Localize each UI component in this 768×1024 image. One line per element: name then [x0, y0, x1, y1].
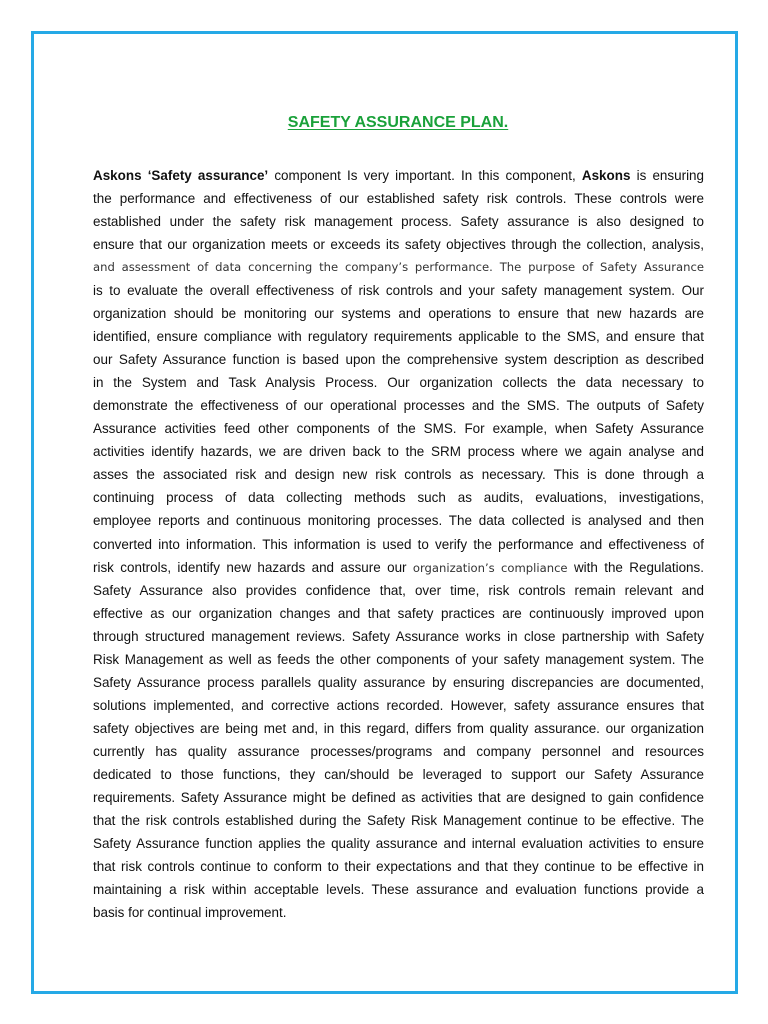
- text-line: is to evaluate the overall effectiveness of risk controls and your safety management system. Our: [93, 283, 704, 299]
- text-line: that the risk controls established during the Safety Risk Management continue to be effective. The: [93, 812, 704, 828]
- body-text: [93, 164, 704, 924]
- text-line: safety objectives are being met and, in this regard, differs from quality assurance. our organization: [93, 720, 704, 736]
- text-line: asses the associated risk and design new risk controls as necessary. This is done through a: [93, 467, 704, 483]
- text-line: Safety Assurance also provides confidence that, over time, risk controls remain relevant and: [93, 582, 704, 598]
- text-run: component Is very important. In this component,: [268, 168, 582, 183]
- text-line: ensure that our organization meets or exceeds its safety objectives through the collection, analysis,: [93, 237, 704, 253]
- text-line: through structured management reviews. Safety Assurance works in close partnership with Safety: [93, 628, 704, 644]
- text-line: effective as our organization changes and that safety practices are continuously improved upon: [93, 605, 704, 621]
- text-line: activities identify hazards, we are driven back to the SRM process where we again analyse and: [93, 444, 704, 460]
- text-line: employee reports and continuous monitoring processes. The data collected is analysed and then: [93, 513, 704, 529]
- text-line: converted into information. This information is used to verify the performance and effectiveness of: [93, 536, 704, 552]
- text-line: organization should be monitoring our systems and operations to ensure that new hazards are: [93, 306, 704, 322]
- text-line: in the System and Task Analysis Process. Our organization collects the data necessary to: [93, 375, 704, 391]
- text-line: and assessment of data concerning the company’s performance. The purpose of Safety Assurance: [93, 260, 704, 275]
- text-line: Assurance activities feed other components of the SMS. For example, when Safety Assurance: [93, 421, 704, 437]
- text-line: [93, 164, 704, 187]
- text-line: maintaining a risk within acceptable levels. These assurance and evaluation functions provide a: [93, 881, 704, 897]
- text-line: identified, ensure compliance with regulatory requirements applicable to the SMS, and ensure that: [93, 329, 704, 345]
- text-line: dedicated to those functions, they can/should be leveraged to support our Safety Assurance: [93, 766, 704, 782]
- text-line-1-mixed: [93, 168, 704, 183]
- text-line: currently has quality assurance processes/programs and company personnel and resources: [93, 743, 704, 759]
- document-title: SAFETY ASSURANCE PLAN.: [287, 114, 509, 131]
- text-run-small: organization’s compliance: [412, 560, 568, 575]
- text-line: basis for continual improvement.: [93, 905, 287, 920]
- text-line: solutions implemented, and corrective actions recorded. However, safety assurance ensures that: [93, 697, 704, 713]
- text-line: established under the safety risk management process. Safety assurance is also designed to: [93, 214, 704, 230]
- text-line: Safety Assurance process parallels quality assurance by ensuring discrepancies are documented,: [93, 674, 704, 690]
- text-line: [93, 556, 704, 579]
- text-line: demonstrate the effectiveness of our operational processes and the SMS. The outputs of Safety: [93, 398, 704, 414]
- text-run: with the Regulations.: [567, 559, 704, 575]
- text-line: continuing process of data collecting methods such as audits, evaluations, investigations,: [93, 490, 704, 506]
- text-line: Safety Assurance function applies the quality assurance and internal evaluation activities to ensure: [93, 835, 704, 851]
- text-line: Risk Management as well as feeds the other components of your safety management system. The: [93, 651, 704, 667]
- bold-run: Askons ‘Safety assurance’: [93, 168, 269, 183]
- text-run: risk controls, identify new hazards and assure our: [93, 559, 413, 575]
- text-run: is ensuring: [630, 168, 704, 183]
- text-line: requirements. Safety Assurance might be defined as activities that are designed to gain confidence: [93, 789, 704, 805]
- text-line: our Safety Assurance function is based upon the comprehensive system description as described: [93, 352, 704, 368]
- text-line: that risk controls continue to conform to their expectations and that they continue to be effective in: [93, 858, 704, 874]
- text-line: the performance and effectiveness of our established safety risk controls. These controls were: [93, 191, 704, 207]
- bold-run: Askons: [581, 168, 631, 183]
